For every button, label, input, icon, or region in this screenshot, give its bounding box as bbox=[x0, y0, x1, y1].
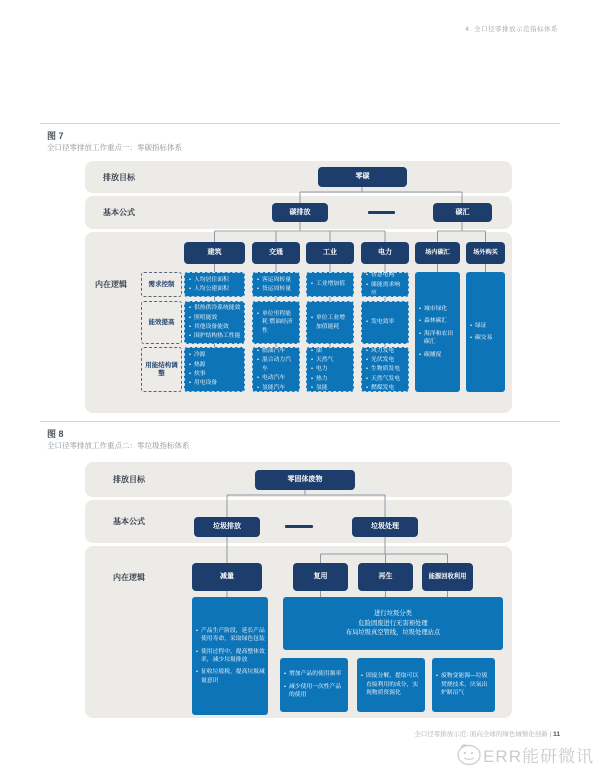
bullet-item: • 电力 bbox=[311, 365, 350, 373]
fig8-diagram bbox=[85, 462, 512, 718]
bullet-item: • 单位里程能耗 燃油经济性 bbox=[257, 310, 296, 335]
fig8-id: 图 8 bbox=[47, 429, 64, 439]
sorting-line-2: 危险固废进行无害预处理 bbox=[358, 619, 428, 627]
bullet-item: • 绿证 bbox=[470, 322, 502, 330]
bullet-item: • 单位工业增加值能耗 bbox=[311, 314, 350, 331]
bullet-item: • 燃油汽车 bbox=[257, 347, 296, 355]
bullet-item: • 增加产品的使用频率 bbox=[284, 670, 345, 678]
fig8-sorting-box bbox=[283, 597, 503, 650]
fig7-cell-industry-structure bbox=[306, 347, 354, 392]
fig8-reduce-detail-box bbox=[192, 597, 268, 715]
page-footer bbox=[414, 729, 560, 738]
fig8-caption: 全口径零排放工作重点二：零垃圾指标体系 bbox=[47, 441, 190, 450]
page-header-text: 4. 全口径零排放示范指标体系 bbox=[465, 26, 558, 33]
fig8-label-formula: 基本公式 bbox=[113, 517, 145, 526]
bullet-item: • 使用过程中，提高整体效率，减少垃圾排放 bbox=[196, 648, 265, 665]
watermark-text: ERR能研微讯 bbox=[483, 746, 594, 766]
bullet-item: • 碳捕捉 bbox=[419, 351, 457, 359]
bullet-item: • 工业增加值 bbox=[311, 280, 350, 288]
bullet-item: • 氢能汽车 bbox=[257, 384, 296, 392]
fig7-cell-industry-efficiency bbox=[306, 301, 354, 344]
bullet-item: • 固废分解，提取可以直接利用的成分，实现物质资源化 bbox=[361, 672, 422, 697]
bullet-item: • 人均居住面积 bbox=[189, 276, 241, 284]
fig8-header-reuse: 复用 bbox=[293, 563, 348, 591]
fig8-formula-band bbox=[85, 500, 512, 543]
fig7-cell-onsite-sink bbox=[415, 272, 460, 392]
fig8-header-recycle: 再生 bbox=[358, 563, 413, 591]
bullet-item: • 混合动力汽车 bbox=[257, 356, 296, 373]
fig7-id: 图 7 bbox=[47, 131, 64, 141]
footer-caption: 全口径零排放示范: 面向全球的绿色城镇化创新 | bbox=[414, 731, 552, 738]
fig7-cell-building-efficiency bbox=[184, 301, 245, 344]
bullet-item: • 燃煤发电 bbox=[366, 384, 405, 392]
bullet-item: • 电动汽车 bbox=[257, 374, 296, 382]
fig7-emission-node: 碳排放 bbox=[272, 203, 328, 222]
bullet-item: • 炊事 bbox=[189, 370, 241, 378]
bullet-item: • 客运周转量 bbox=[257, 276, 296, 284]
fig7-target-node: 零碳 bbox=[318, 167, 407, 187]
bullet-item: • 围护结构热工性能 bbox=[189, 332, 241, 340]
bullet-item: • 氢能 bbox=[311, 384, 350, 392]
fig7-diagram bbox=[85, 161, 512, 413]
minus-operator bbox=[285, 525, 313, 528]
bullet-item: • 热源 bbox=[189, 361, 241, 369]
fig8-target-node: 零固体废物 bbox=[255, 470, 355, 490]
fig7-sink-node: 碳汇 bbox=[433, 203, 492, 222]
fig7-label-target: 排放目标 bbox=[103, 172, 135, 182]
bullet-item: • 海洋和农田碳汇 bbox=[419, 330, 457, 347]
bullet-item: • 废物变能源—垃圾焚烧技术，厌氧出炉制沼气 bbox=[436, 672, 492, 697]
fig7-label-logic: 内在逻辑 bbox=[95, 280, 127, 289]
fig8-header-energy-recovery: 能源回收利用 bbox=[422, 563, 473, 591]
bullet-item: • 储能需求响应 bbox=[366, 281, 405, 298]
sorting-line-3: 布局垃圾真空管线，垃圾处理站点 bbox=[345, 629, 441, 637]
fig7-cell-building-structure bbox=[184, 347, 245, 392]
fig7-col-header-industry: 工业 bbox=[306, 242, 354, 264]
fig8-recycle-detail-box bbox=[357, 658, 425, 712]
fig7-cell-transport-demand bbox=[252, 272, 300, 297]
fig7-cell-building-demand bbox=[184, 272, 245, 297]
fig7-col-header-onsite-sink: 场内碳汇 bbox=[415, 242, 460, 264]
bullet-item: • 货运周转量 bbox=[257, 285, 296, 293]
fig7-logic-row-efficiency: 能效提高 bbox=[141, 301, 182, 344]
divider-fig7 bbox=[40, 123, 560, 124]
bullet-item: • 生物质发电 bbox=[366, 365, 405, 373]
fig7-col-header-power: 电力 bbox=[361, 242, 409, 264]
bullet-item: • 发电效率 bbox=[366, 318, 405, 326]
bullet-item: • 天然气发电 bbox=[366, 375, 405, 383]
bullet-item: • 智慧电网 bbox=[366, 271, 405, 279]
fig7-cell-industry-demand bbox=[306, 272, 354, 297]
bullet-item: • 油 bbox=[311, 347, 350, 355]
fig7-logic-row-structure: 用能结构调整 bbox=[141, 347, 182, 392]
fig7-caption: 全口径零排放工作重点一：零碳指标体系 bbox=[47, 143, 182, 152]
fig7-col-header-offsite-purchase: 场外购买 bbox=[466, 242, 505, 264]
bullet-item: • 热力 bbox=[311, 375, 350, 383]
fig7-cell-transport-efficiency bbox=[252, 301, 300, 344]
bullet-item: • 碳交易 bbox=[470, 334, 502, 342]
bullet-item: • 用电设备 bbox=[189, 379, 241, 387]
fig7-col-header-transport: 交通 bbox=[252, 242, 300, 264]
bullet-item: • 其他设备能效 bbox=[189, 323, 241, 331]
sorting-line-1: 进行垃圾分类 bbox=[374, 610, 412, 618]
fig8-header-reduce: 减量 bbox=[192, 563, 262, 591]
bullet-item: • 减少使用一次性产品的使用 bbox=[284, 683, 345, 700]
divider-fig8 bbox=[40, 421, 560, 422]
bullet-item: • 天然气 bbox=[311, 356, 350, 364]
bullet-item: • 冷源 bbox=[189, 351, 241, 359]
bullet-item: • 森林碳汇 bbox=[419, 317, 457, 325]
fig8-label-target: 排放目标 bbox=[113, 475, 145, 484]
fig8-energy-detail-box bbox=[432, 658, 495, 712]
fig8-waste-emission-node: 垃圾排放 bbox=[194, 517, 260, 537]
fig7-logic-row-demand: 需求控制 bbox=[141, 272, 182, 297]
fig7-cell-offsite-purchase bbox=[466, 272, 505, 392]
fig7-label-formula: 基本公式 bbox=[103, 208, 135, 217]
fig7-target-band bbox=[85, 161, 512, 193]
bullet-item: • 照明能效 bbox=[189, 314, 241, 322]
fig7-col-header-building: 建筑 bbox=[184, 242, 245, 264]
bullet-item: • 光伏发电 bbox=[366, 356, 405, 364]
fig7-cell-transport-structure bbox=[252, 347, 300, 392]
fig8-reuse-detail-box bbox=[280, 658, 348, 712]
bullet-item: • 城市绿化 bbox=[419, 305, 457, 313]
fig7-cell-power-efficiency bbox=[361, 301, 409, 344]
bullet-item: • 人均公建面积 bbox=[189, 285, 241, 293]
fig7-cell-power-structure bbox=[361, 347, 409, 392]
bullet-item: • 供热供冷系统能效 bbox=[189, 304, 241, 312]
watermark bbox=[455, 741, 594, 767]
bullet-item: • 产品生产阶段，延长产品使用寿命，采取绿色包装 bbox=[196, 627, 265, 644]
watermark-logo-icon bbox=[455, 741, 483, 767]
bullet-item: • 征收垃圾税，提高垃圾减量意识 bbox=[196, 668, 265, 685]
fig8-label-logic: 内在逻辑 bbox=[113, 572, 145, 582]
minus-operator bbox=[368, 211, 395, 214]
bullet-item: • 风力发电 bbox=[366, 347, 405, 355]
page-number: 11 bbox=[553, 731, 560, 738]
fig8-waste-treatment-node: 垃圾处理 bbox=[352, 517, 418, 537]
fig7-cell-power-demand bbox=[361, 272, 409, 297]
